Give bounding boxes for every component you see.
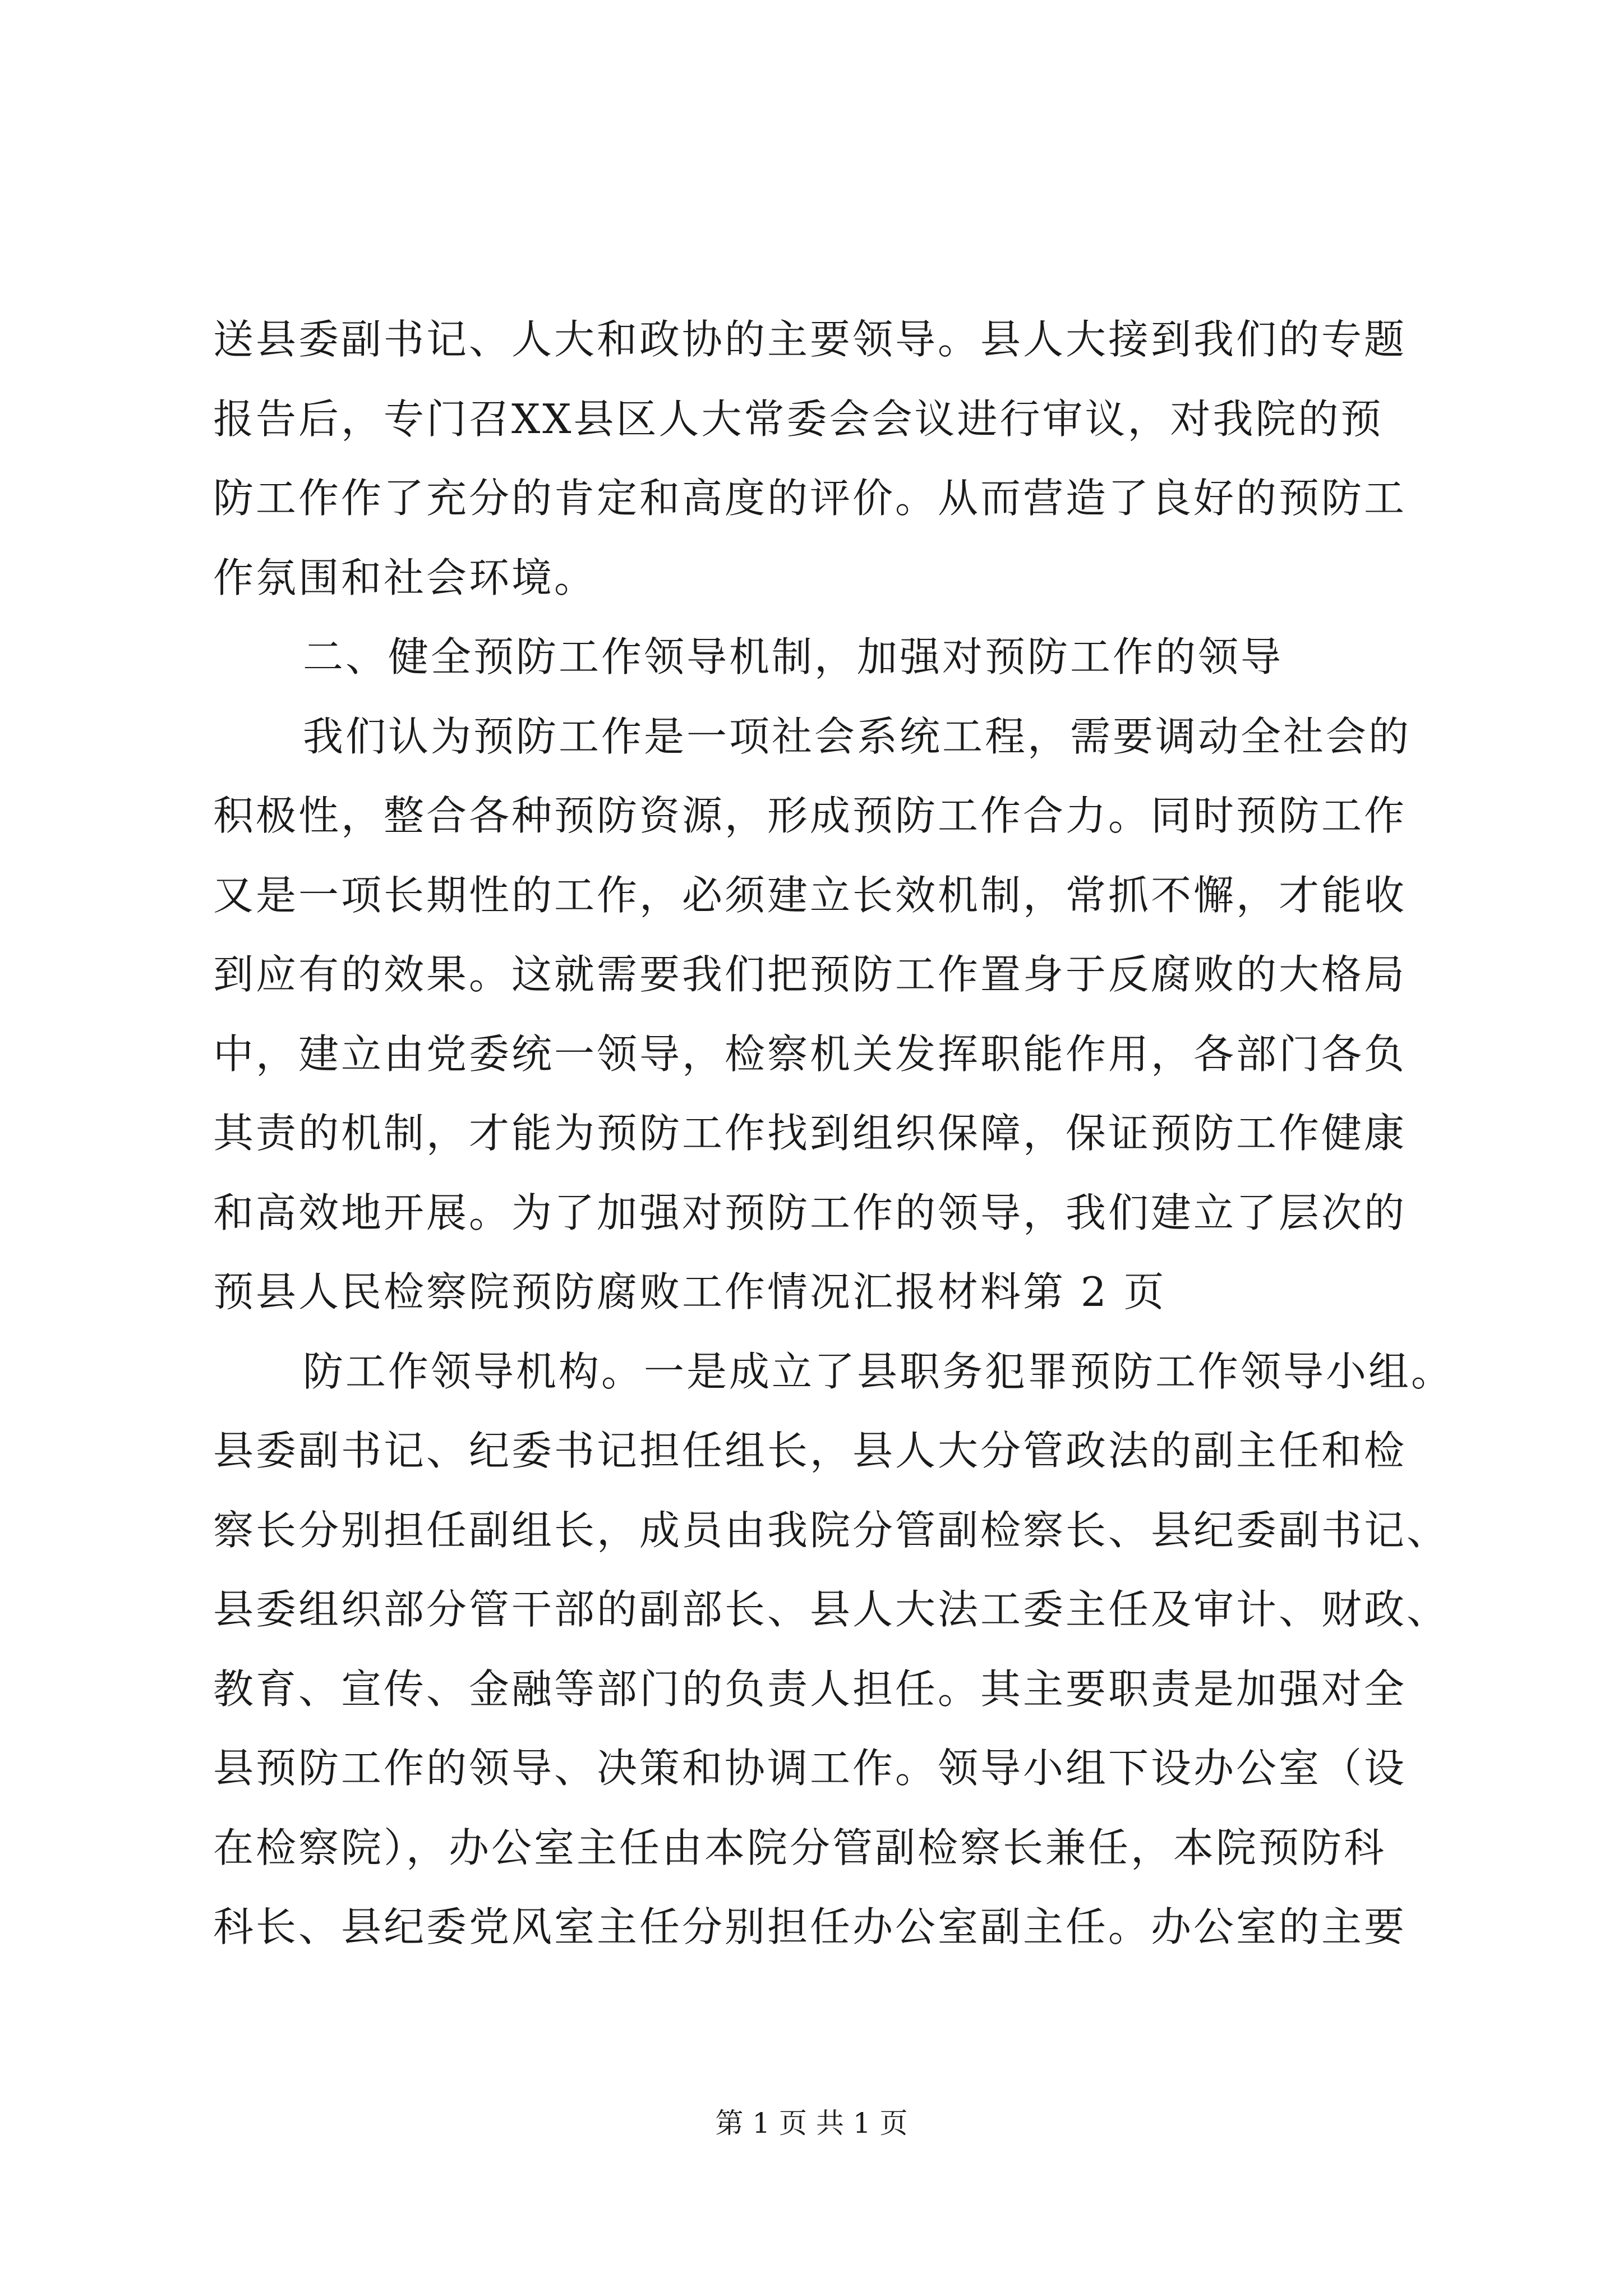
text-line: 送县委副书记、人大和政协的主要领导。县人大接到我们的专题: [213, 316, 1407, 363]
text-line: 和高效地开展。为了加强对预防工作的领导，我们建立了层次的: [213, 1189, 1407, 1236]
text-line: 又是一项长期性的工作，必须建立长效机制，常抓不懈，才能收: [213, 871, 1407, 919]
text-line: 县委组织部分管干部的副部长、县人大法工委主任及审计、财政、: [213, 1586, 1450, 1633]
text-line: 到应有的效果。这就需要我们把预防工作置身于反腐败的大格局: [213, 951, 1407, 998]
text-line: 防工作作了充分的肯定和高度的评价。从而营造了良好的预防工: [213, 475, 1407, 522]
text-line: 积极性，整合各种预防资源，形成预防工作合力。同时预防工作: [213, 792, 1407, 839]
text-line: 察长分别担任副组长，成员由我院分管副检察长、县纪委副书记、: [213, 1506, 1450, 1554]
text-line: 预县人民检察院预防腐败工作情况汇报材料第 2 页: [213, 1268, 1166, 1315]
document-body: [213, 300, 1454, 1967]
text-line: 中，建立由党委统一领导，检察机关发挥职能作用，各部门各负: [213, 1030, 1407, 1078]
text-line: 在检察院），办公室主任由本院分管副检察长兼任，本院预防科: [213, 1824, 1387, 1871]
page-footer: 第 1 页 共 1 页: [715, 2107, 908, 2139]
text-line: 科长、县纪委党风室主任分别担任办公室副主任。办公室的主要: [213, 1903, 1407, 1950]
section-heading: 二、健全预防工作领导机制，加强对预防工作的领导: [303, 633, 1284, 680]
text-line: 我们认为预防工作是一项社会系统工程，需要调动全社会的: [303, 712, 1412, 760]
text-line: 教育、宣传、金融等部门的负责人担任。其主要职责是加强对全: [213, 1665, 1407, 1713]
text-line: 作氛围和社会环境。: [213, 554, 597, 601]
text-line: 其责的机制，才能为预防工作找到组织保障，保证预防工作健康: [213, 1110, 1407, 1157]
text-line: 县委副书记、纪委书记担任组长，县人大分管政法的副主任和检: [213, 1427, 1407, 1474]
text-line: 报告后，专门召XX县区人大常委会会议进行审议，对我院的预: [213, 395, 1384, 443]
text-line: 防工作领导机构。一是成立了县职务犯罪预防工作领导小组。: [303, 1347, 1454, 1395]
text-line: 县预防工作的领导、决策和协调工作。领导小组下设办公室（设: [213, 1745, 1407, 1792]
